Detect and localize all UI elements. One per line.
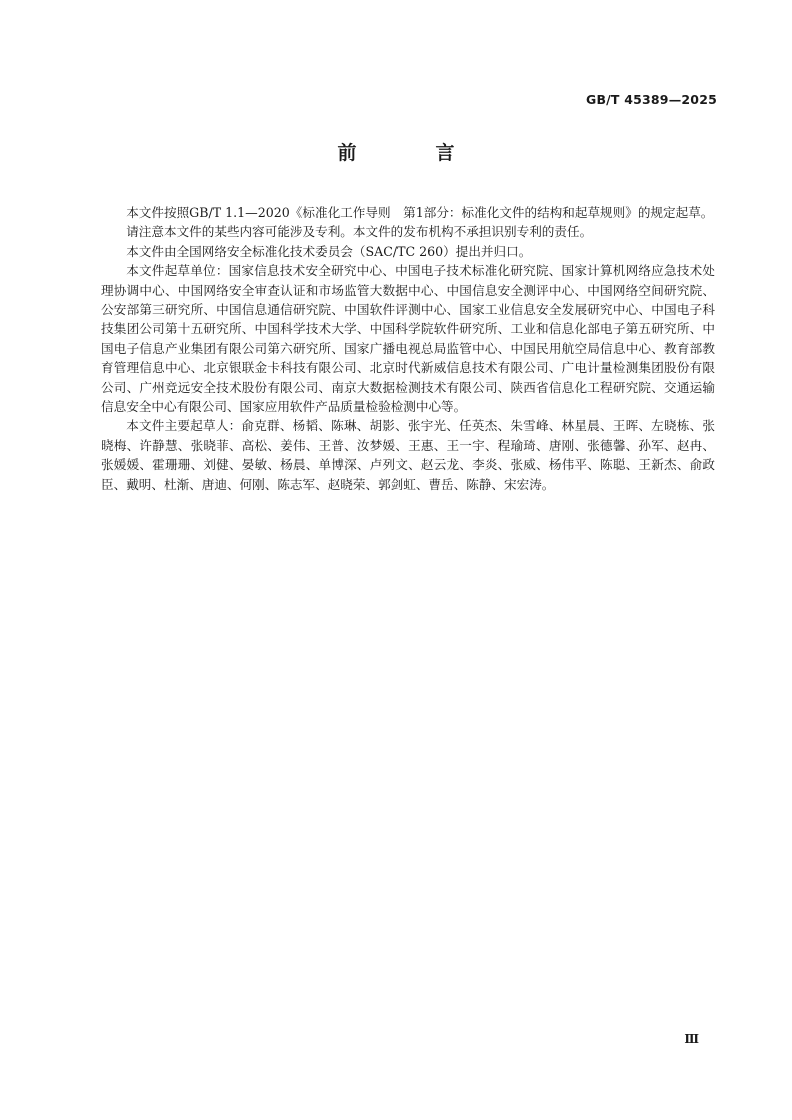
foreword-body (101, 203, 715, 494)
paragraph-patent-notice: 请注意本文件的某些内容可能涉及专利。本文件的发布机构不承担识别专利的责任。 (126, 224, 593, 240)
paragraph-drafting-units: 本文件起草单位：国家信息技术安全研究中心、中国电子技术标准化研究院、国家计算机网络应急技术处理协调中心、中国网络安全审查认证和市场监管大数据中心、中国信息安全测评中心、中国网络空间研究院、公安部第三研究所、中国信息通信研究院、中国软件评测中心、国家工业信息安全发展研究中心、中国电子科技集团公司第十五研究所、中国科学技术大学、中国科学院软件研究所、工业和信息化部电子第五研究所、中国电子信息产业集团有限公司第六研究所、国家广播电视总局监管中心、中国民用航空局信息中心、教育部教育管理信息中心、北京银联金卡科技有限公司、北京时代新威信息技术有限公司、广电计量检测集团股份有限公司、广州竞远安全技术股份有限公司、南京大数据检测技术有限公司、陕西省信息化工程研究院、交通运输信息安全中心有限公司、国家应用软件产品质量检验检测中心等。 (101, 263, 715, 415)
paragraph-drafting-rules: 本文件按照GB/T 1.1—2020《标准化工作导则 第1部分：标准化文件的结构和起草规则》的规定起草。 (126, 205, 714, 220)
page-number: Ⅲ (684, 1032, 699, 1046)
page-title: 前 言 (337, 142, 485, 164)
standard-number: GB/T 45389—2025 (585, 92, 717, 107)
paragraph-proposer: 本文件由全国网络安全标准化技术委员会（SAC/TC 260）提出并归口。 (126, 243, 532, 259)
paragraph-drafters: 本文件主要起草人：俞克群、杨韬、陈琳、胡影、张宇光、任英杰、朱雪峰、林星晨、王晖、左晓栋、张晓梅、许静慧、张晓菲、高松、姜伟、王普、汝梦媛、王惠、王一宇、程瑜琦、唐刚、张德馨、孙军、赵冉、张媛媛、霍珊珊、刘健、晏敏、杨晨、单博深、卢列文、赵云龙、李炎、张威、杨伟平、陈聪、王新杰、俞政臣、戴明、杜渐、唐迪、何刚、陈志军、赵晓荣、郭剑虹、曹岳、陈静、宋宏涛。 (101, 418, 715, 492)
